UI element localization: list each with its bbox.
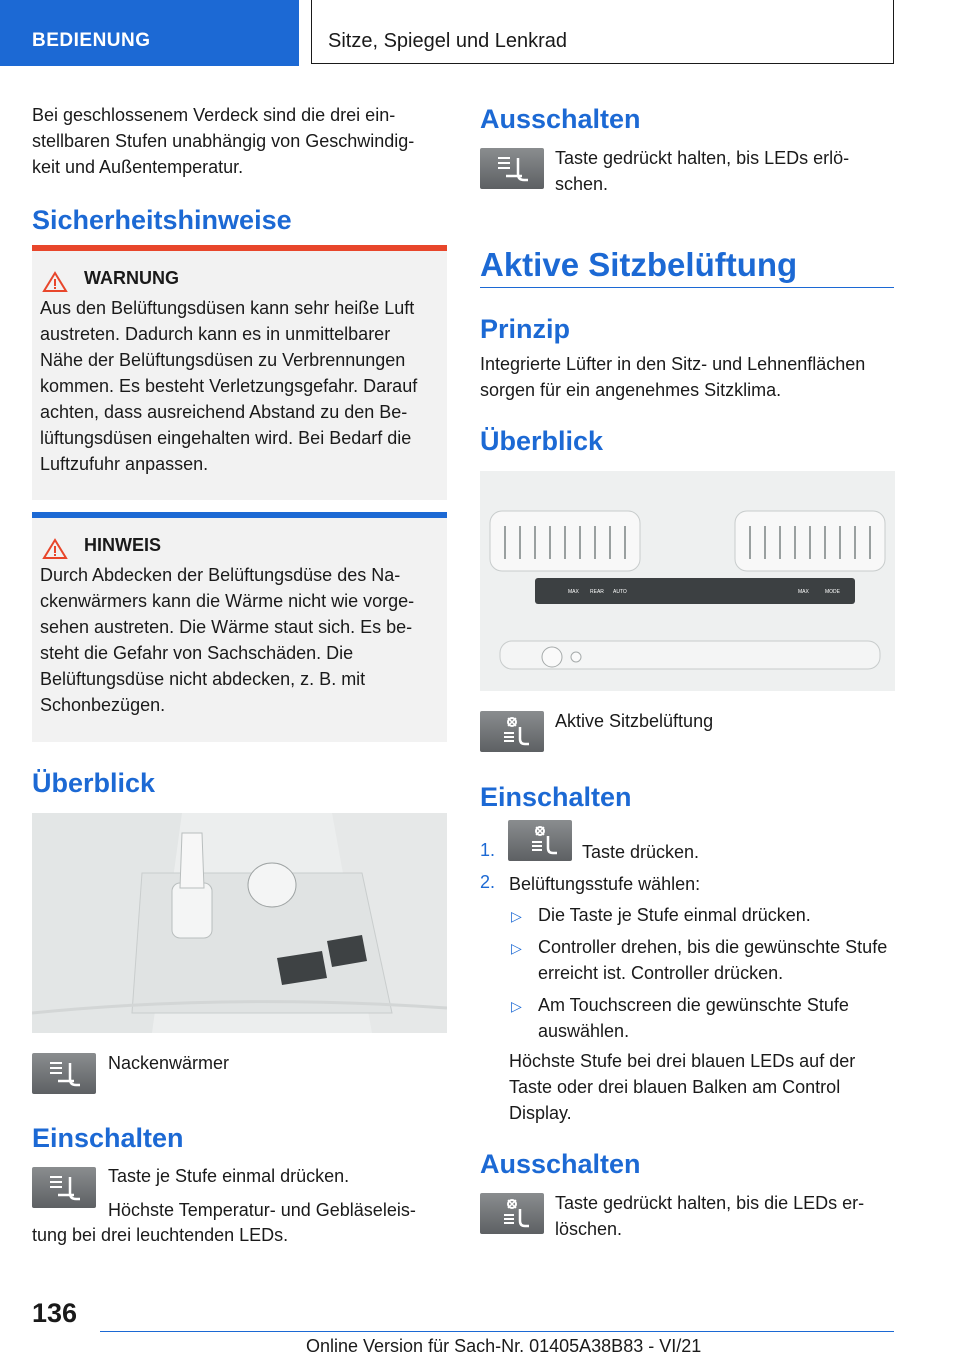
heading-rule [480, 287, 894, 288]
max-text-right: Höchste Stufe bei drei blauen LEDs auf der Taste oder drei blauen Balken am Control Display. [509, 1051, 856, 1123]
seat-ventilation-button-icon [480, 711, 544, 752]
chapter-label: Sitze, Spiegel und Lenkrad [328, 30, 568, 52]
neck-warmer-icon [32, 1053, 96, 1094]
neck-warmer-icon [32, 1167, 96, 1208]
off2-text: Taste gedrückt halten, bis die LEDs er-löschen. [555, 1193, 865, 1239]
footer-text: Online Version für Sach-Nr. 01405A38B83 - VI/21 [306, 1336, 702, 1356]
ventilation-caption: Aktive Sitzbelüftung [555, 711, 714, 731]
panel-label: MAX [568, 589, 579, 595]
on-heading-right: Einschalten [480, 782, 632, 812]
neck-warmer-button-icon [480, 148, 544, 189]
neck-warmer-button-icon [32, 1053, 96, 1094]
seat-ventilation-button-icon [480, 1193, 544, 1234]
step1-text: Taste drücken. [582, 842, 700, 862]
footer-rule [100, 1331, 894, 1332]
principle-heading: Prinzip [480, 314, 571, 344]
seat-ventilation-button-icon [508, 820, 572, 861]
overview-heading-right: Überblick [480, 426, 604, 456]
on-text-left: Taste je Stufe einmal drücken. [108, 1166, 350, 1186]
off2-heading: Ausschalten [480, 1149, 641, 1179]
neck-warmer-icon [480, 148, 544, 189]
warning-triangle-icon [42, 271, 68, 293]
intro-text: Bei geschlossenem Verdeck sind die drei ein-stellbaren Stufen unabhängig von Geschwindig-keit und Außentemperatur. [32, 105, 415, 177]
warning-text: Aus den Belüftungsdüsen kann sehr heiße Luft austreten. Dadurch kann es in unmittelbarer Nähe der Belüftungsdüsen zu Verbrennungen kommen. Es besteht Verletzungsgefahr. Darauf achten, dass ausreichend Abstand zu den Be-lüftungsdüsen eingehalten wird. Bei Bedarf die Luftzufuhr anpassen. [40, 298, 418, 474]
off-text-right: Taste gedrückt halten, bis LEDs erlö-schen. [555, 148, 850, 194]
panel-label: AUTO [613, 589, 627, 595]
seat-ventilation-icon [480, 711, 544, 752]
warning-bar [32, 245, 447, 251]
notice-title: HINWEIS [84, 535, 162, 555]
bullet-triangle-icon: ▷ [511, 908, 522, 924]
step-number: 2. [480, 872, 496, 892]
panel-label: MAX [798, 589, 809, 595]
bullet-item: Controller drehen, bis die gewünschte Stufe erreicht ist. Controller drücken. [538, 937, 888, 983]
max-text-left-2: tung bei drei leuchtenden LEDs. [32, 1225, 289, 1245]
page-number: 136 [32, 1298, 78, 1328]
climate-panel-image [480, 471, 895, 691]
warning-title: WARNUNG [84, 268, 179, 288]
section-label: BEDIENUNG [32, 30, 151, 51]
warning-triangle-icon [42, 538, 68, 560]
bullet-item: Am Touchscreen die gewünschte Stufe auswählen. [538, 995, 849, 1041]
neck-warmer-button-icon [32, 1167, 96, 1208]
bullet-triangle-icon: ▷ [511, 998, 522, 1014]
bullet-item: Die Taste je Stufe einmal drücken. [538, 905, 811, 925]
center-console-image [32, 813, 447, 1033]
safety-heading: Sicherheitshinweise [32, 205, 292, 235]
off-heading-right: Ausschalten [480, 104, 641, 134]
max-text-left-1: Höchste Temperatur- und Gebläseleis- [108, 1200, 416, 1220]
panel-label: REAR [590, 589, 604, 595]
bullet-triangle-icon: ▷ [511, 940, 522, 956]
on-heading-left: Einschalten [32, 1123, 184, 1153]
principle-text: Integrierte Lüfter in den Sitz- und Lehnenflächen sorgen für ein angenehmes Sitzklima. [480, 354, 866, 400]
seat-ventilation-icon [480, 1193, 544, 1234]
overview-heading-left: Überblick [32, 768, 156, 798]
section-tab [0, 0, 299, 66]
intro-paragraph [32, 102, 442, 180]
notice-bar [32, 512, 447, 518]
panel-label: MODE [825, 589, 840, 595]
neck-warmer-caption: Nackenwärmer [108, 1053, 230, 1073]
step2-text: Belüftungsstufe wählen: [509, 874, 701, 894]
chapter-tab [311, 0, 894, 64]
notice-text: Durch Abdecken der Belüftungsdüse des Na-ckenwärmers kann die Wärme nicht wie vorge-sehen austreten. Die Wärme staut sich. Es be-steht die Gefahr von Sachschäden. Die Belüftungsdüse nicht abdecken, z. B. mit Schonbezügen. [40, 565, 415, 715]
main-heading: Aktive Sitzbelüftung [480, 246, 798, 283]
warning-box [32, 245, 447, 500]
step-number: 1. [480, 840, 496, 860]
notice-box [32, 512, 447, 742]
seat-ventilation-icon [508, 820, 572, 861]
